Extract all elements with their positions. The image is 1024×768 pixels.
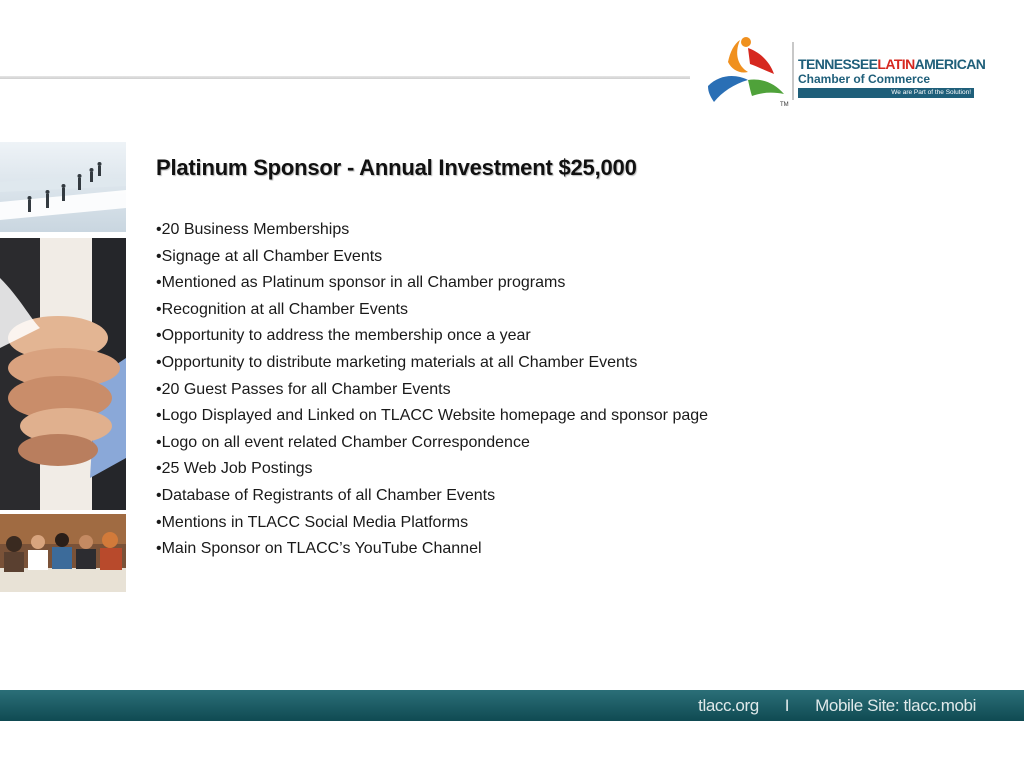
logo-title: [798, 56, 986, 72]
tlacc-logo: [704, 34, 984, 114]
logo-figure-icon: [704, 34, 790, 110]
business-figures-photo: [0, 142, 126, 232]
footer-separator: I: [784, 696, 790, 715]
logo-tagline: We are Part of the Solution!: [798, 88, 974, 98]
meeting-group-photo: [0, 514, 126, 592]
footer-mobile-link[interactable]: Mobile Site: tlacc.mobi: [815, 696, 976, 715]
sponsor-content: [156, 155, 856, 563]
list-item: •20 Business Memberships: [156, 221, 350, 238]
logo-wordmark: [798, 56, 986, 98]
list-item: •Main Sponsor on TLACC’s YouTube Channel: [156, 540, 482, 558]
list-item: •Logo on all event related Chamber Correspondence: [156, 433, 530, 451]
logo-subtitle: Chamber of Commerce: [798, 72, 931, 86]
logo-word-american: AMERICAN: [914, 56, 986, 72]
list-item: •Logo Displayed and Linked on TLACC Website homepage and sponsor page: [156, 407, 709, 425]
list-item: •Mentions in TLACC Social Media Platforms: [156, 513, 469, 531]
list-item: •Signage at all Chamber Events: [156, 247, 383, 265]
list-item: •Opportunity to address the membership once a year: [156, 327, 531, 345]
list-item: •25 Web Job Postings: [156, 460, 313, 478]
footer-contact: [698, 690, 976, 721]
list-item: •Database of Registrants of all Chamber Events: [156, 486, 496, 504]
list-item: •Recognition at all Chamber Events: [156, 300, 408, 318]
header-rule: [0, 76, 690, 79]
list-item: •Opportunity to distribute marketing materials at all Chamber Events: [156, 353, 638, 371]
list-item: •20 Guest Passes for all Chamber Events: [156, 380, 451, 398]
page-title: Platinum Sponsor - Annual Investment $25,000: [156, 155, 637, 180]
stacked-hands-photo: [0, 238, 126, 510]
benefits-list: [156, 217, 856, 563]
footer-bar: [0, 690, 1024, 721]
photo-strip: [0, 142, 126, 592]
trademark-mark: TM: [780, 102, 789, 108]
list-item: •Mentioned as Platinum sponsor in all Chamber programs: [156, 274, 566, 292]
logo-word-tennessee: TENNESSEE: [798, 56, 878, 72]
logo-word-latin: LATIN: [877, 56, 915, 72]
logo-divider: [792, 42, 794, 100]
footer-site-link[interactable]: tlacc.org: [698, 696, 759, 715]
